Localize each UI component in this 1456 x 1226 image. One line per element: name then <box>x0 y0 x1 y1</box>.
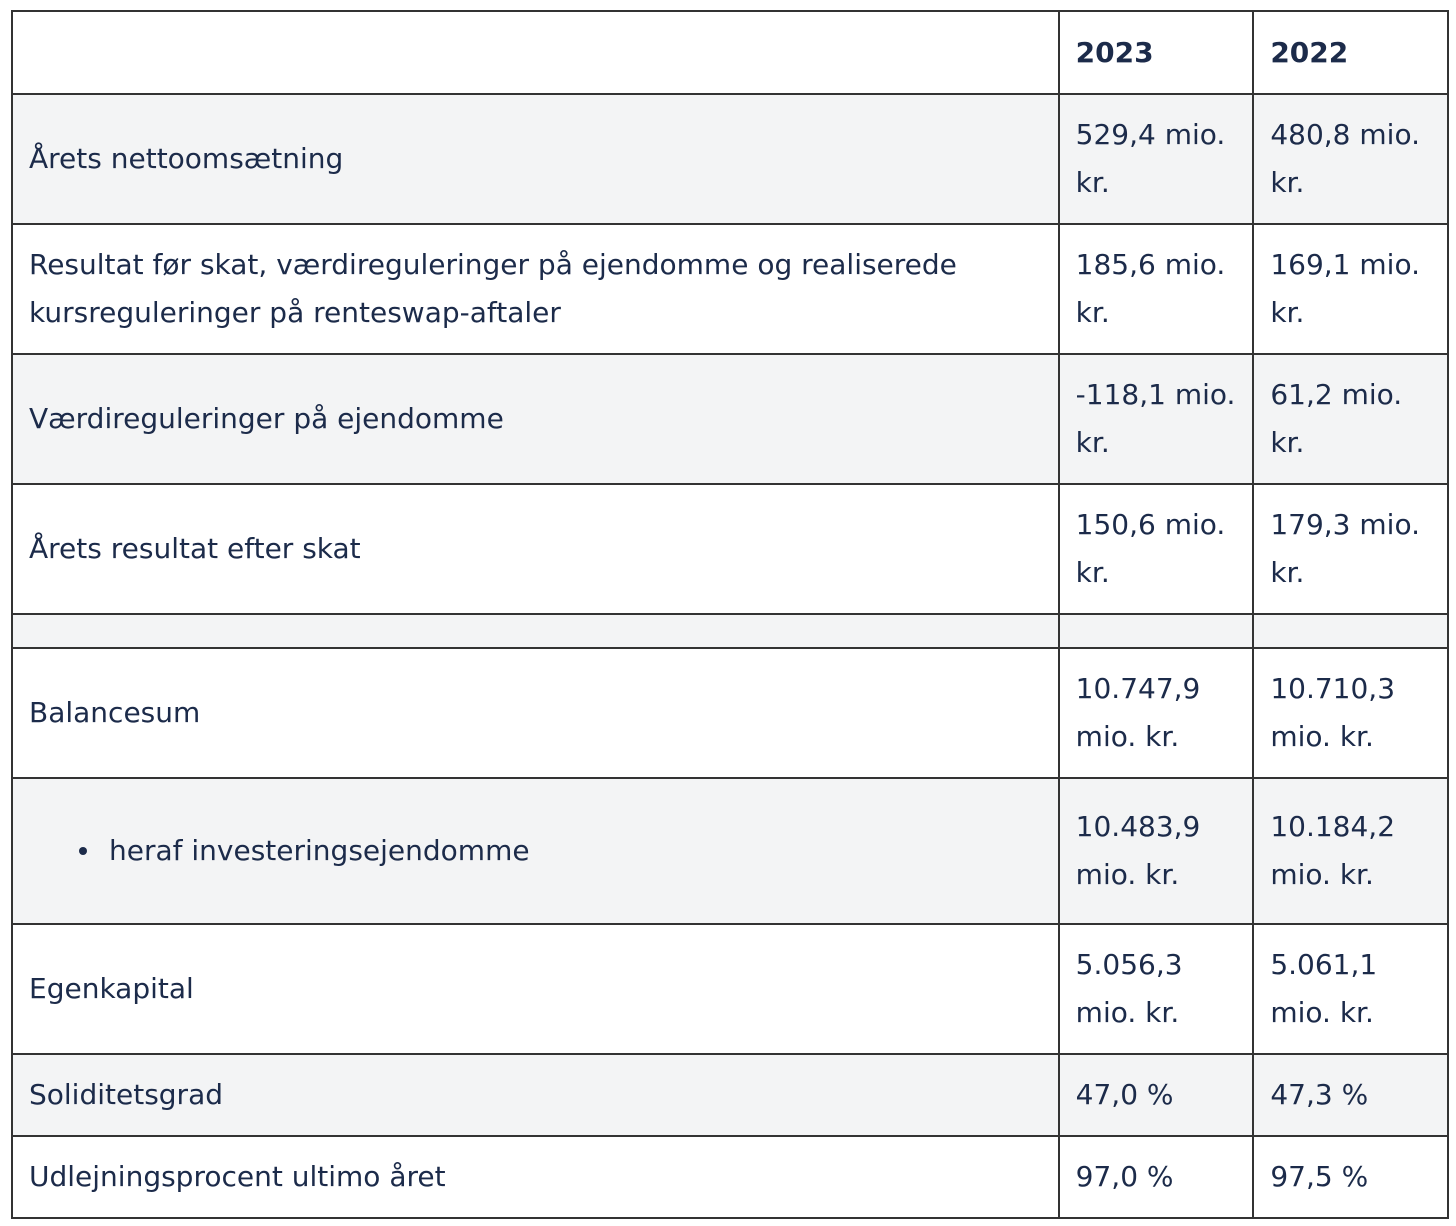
row-label: Egenkapital <box>12 924 1059 1054</box>
row-label <box>12 614 1059 648</box>
row-label: Resultat før skat, værdireguleringer på ejendomme og realiserede kursreguleringer på renteswap-aftaler <box>12 224 1059 354</box>
value-2023: 529,4 mio. kr. <box>1059 94 1254 224</box>
value-2023: 5.056,3 mio. kr. <box>1059 924 1254 1054</box>
table-row <box>12 1136 1448 1218</box>
bullet-list-item <box>29 827 1042 875</box>
table-row <box>12 484 1448 614</box>
header-year-2022: 2022 <box>1253 11 1448 94</box>
table-row <box>12 778 1448 924</box>
row-label: Værdireguleringer på ejendomme <box>12 354 1059 484</box>
value-2022: 480,8 mio. kr. <box>1253 94 1448 224</box>
header-row <box>12 11 1448 94</box>
value-2022: 10.184,2 mio. kr. <box>1253 778 1448 924</box>
value-2022: 5.061,1 mio. kr. <box>1253 924 1448 1054</box>
value-2022: 169,1 mio. kr. <box>1253 224 1448 354</box>
row-label-cell <box>12 778 1059 924</box>
value-2022: 97,5 % <box>1253 1136 1448 1218</box>
row-label: Balancesum <box>12 648 1059 778</box>
value-2022: 47,3 % <box>1253 1054 1448 1136</box>
value-2023: -118,1 mio. kr. <box>1059 354 1254 484</box>
header-year-2023: 2023 <box>1059 11 1254 94</box>
row-label: Soliditetsgrad <box>12 1054 1059 1136</box>
row-label: Årets resultat efter skat <box>12 484 1059 614</box>
value-2023: 185,6 mio. kr. <box>1059 224 1254 354</box>
row-label: heraf investeringsejendomme <box>109 834 530 867</box>
table-row <box>12 1054 1448 1136</box>
value-2023 <box>1059 614 1254 648</box>
value-2023: 10.483,9 mio. kr. <box>1059 778 1254 924</box>
value-2022: 61,2 mio. kr. <box>1253 354 1448 484</box>
row-label: Udlejningsprocent ultimo året <box>12 1136 1059 1218</box>
value-2022: 10.710,3 mio. kr. <box>1253 648 1448 778</box>
header-label-cell <box>12 11 1059 94</box>
spacer-row <box>12 614 1448 648</box>
table-row <box>12 924 1448 1054</box>
value-2022 <box>1253 614 1448 648</box>
value-2023: 97,0 % <box>1059 1136 1254 1218</box>
table-row <box>12 224 1448 354</box>
value-2023: 150,6 mio. kr. <box>1059 484 1254 614</box>
bullet-icon <box>79 847 87 855</box>
value-2023: 47,0 % <box>1059 1054 1254 1136</box>
financial-key-figures-table <box>11 10 1449 1219</box>
table-row <box>12 648 1448 778</box>
row-label: Årets nettoomsætning <box>12 94 1059 224</box>
value-2023: 10.747,9 mio. kr. <box>1059 648 1254 778</box>
table-row <box>12 94 1448 224</box>
table-row <box>12 354 1448 484</box>
value-2022: 179,3 mio. kr. <box>1253 484 1448 614</box>
